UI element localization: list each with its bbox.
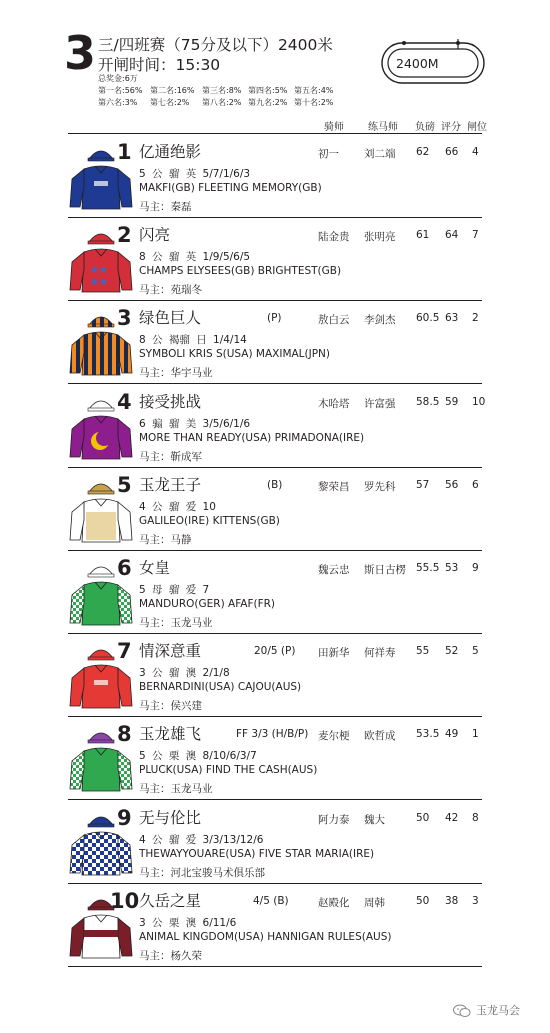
draw-value: 10 — [472, 395, 486, 408]
runner-number: 6 — [117, 556, 132, 580]
rating-value: 53 — [445, 562, 459, 574]
runner-entry — [0, 470, 550, 553]
runner-number: 3 — [117, 306, 132, 331]
race-start-time: 开闸时间：15:30 — [98, 56, 221, 74]
runner-entry — [0, 886, 550, 969]
jockey-name: 赵殿化 — [318, 896, 350, 909]
rating-value: 64 — [445, 229, 459, 242]
jockey-name: 田新华 — [318, 647, 350, 660]
weight-value: 60.5 — [416, 312, 440, 325]
horse-name: 无与伦比 — [139, 808, 202, 827]
rating-value: 66 — [445, 146, 459, 158]
weight-value: 53.5 — [416, 728, 440, 741]
svg-text:★★: ★★ — [90, 265, 108, 277]
svg-text:★★: ★★ — [90, 277, 108, 289]
horse-info: 5 母 骝 爱 7 — [139, 584, 210, 596]
track-distance-label: 2400M — [396, 56, 439, 71]
horse-info: 8 公 骝 英 1/9/5/6/5 — [139, 251, 251, 264]
runner-number: 8 — [117, 722, 132, 747]
trainer-name: 许富强 — [364, 397, 396, 410]
divider — [68, 383, 482, 384]
divider — [68, 300, 482, 301]
prize-breakdown-row1: 第一名:56% 第二名:16% 第三名:8% 第四名:5% 第五名:4% — [98, 86, 334, 95]
horse-info: 5 公 骝 英 5/7/1/6/3 — [139, 168, 251, 180]
horse-pedigree: CHAMPS ELYSEES(GB) BRIGHTEST(GB) — [139, 265, 342, 278]
race-title: 三/四班赛（75分及以下）2400米 — [98, 36, 333, 54]
horse-pedigree: SYMBOLI KRIS S(USA) MAXIMAL(JPN) — [139, 348, 331, 361]
horse-info: 4 公 骝 爱 3/3/13/12/6 — [139, 833, 264, 846]
column-header-trainer: 练马师 — [368, 122, 398, 133]
draw-value: 5 — [472, 645, 479, 658]
draw-value: 9 — [472, 562, 479, 574]
footer-watermark — [452, 1002, 520, 1018]
runner-entry — [0, 803, 550, 886]
divider — [68, 467, 482, 468]
prize-breakdown-row2: 第六名:3% 第七名:2% 第八名:2% 第九名:2% 第十名:2% — [98, 98, 334, 107]
weight-value: 58.5 — [416, 395, 440, 408]
horse-info: 3 公 栗 澳 6/11/6 — [139, 916, 237, 929]
horse-owner: 马主：秦磊 — [139, 201, 192, 213]
footer-account-name: 玉龙马会 — [476, 1004, 520, 1017]
jockey-name: 魏云忠 — [318, 564, 350, 576]
jockey-name: 初一 — [318, 148, 339, 160]
weight-value: 61 — [416, 229, 430, 242]
equipment-note: FF 3/3 (H/B/P) — [236, 728, 309, 741]
horse-owner: 马主：杨久荣 — [139, 949, 202, 962]
trainer-name: 周韩 — [364, 896, 385, 909]
horse-owner: 马主：河北宝骏马术俱乐部 — [139, 866, 265, 879]
prize-total: 总奖金:6万 — [98, 74, 138, 83]
horse-pedigree: MORE THAN READY(USA) PRIMADONA(IRE) — [139, 431, 365, 444]
column-header-weight: 负磅 — [415, 122, 435, 133]
runner-entry — [0, 303, 550, 386]
horse-info: 3 公 骝 澳 2/1/8 — [139, 667, 230, 680]
divider — [68, 883, 482, 884]
equipment-note: 20/5 (P) — [254, 645, 296, 658]
horse-owner: 马主：马静 — [139, 533, 192, 546]
draw-value: 4 — [472, 146, 479, 158]
horse-owner: 马主：侯兴建 — [139, 700, 202, 713]
jockey-name: 木哈塔 — [318, 397, 350, 410]
horse-name: 久岳之星 — [139, 891, 202, 910]
draw-value: 6 — [472, 478, 479, 491]
rating-value: 38 — [445, 894, 459, 907]
equipment-note: (B) — [267, 478, 283, 491]
jockey-name: 陆金贵 — [318, 231, 350, 244]
horse-name: 女皇 — [139, 559, 171, 577]
horse-pedigree: THEWAYYOUARE(USA) FIVE STAR MARIA(IRE) — [139, 847, 375, 860]
trainer-name: 张明亮 — [364, 231, 396, 244]
jockey-name: 阿力泰 — [318, 813, 350, 826]
column-header-rating: 评分 — [441, 122, 461, 133]
runner-number: 1 — [117, 140, 132, 164]
draw-value: 2 — [472, 312, 479, 325]
runner-entry — [0, 553, 550, 636]
runner-number: 9 — [117, 805, 132, 830]
horse-name: 绿色巨人 — [139, 309, 202, 328]
column-header-jockey: 骑师 — [324, 122, 344, 133]
divider — [68, 217, 482, 218]
divider — [68, 550, 482, 551]
weight-value: 55 — [416, 645, 430, 658]
runner-entry — [0, 137, 550, 220]
runner-entry — [0, 220, 550, 303]
horse-name: 亿通绝影 — [139, 143, 202, 161]
trainer-name: 刘二端 — [364, 148, 396, 160]
trainer-name: 罗先科 — [364, 480, 396, 493]
divider — [68, 716, 482, 717]
horse-pedigree: BERNARDINI(USA) CAJOU(AUS) — [139, 681, 302, 694]
rating-value: 59 — [445, 395, 459, 408]
horse-info: 6 骟 骝 美 3/5/6/1/6 — [139, 417, 251, 430]
trainer-name: 李剑杰 — [364, 314, 396, 327]
divider — [68, 966, 482, 967]
runner-entry — [0, 387, 550, 470]
horse-name: 玉龙雄飞 — [139, 725, 202, 744]
runner-number: 5 — [117, 472, 132, 497]
weight-value: 62 — [416, 146, 430, 158]
weight-value: 57 — [416, 478, 430, 491]
horse-pedigree: ANIMAL KINGDOM(USA) HANNIGAN RULES(AUS) — [139, 930, 392, 943]
rating-value: 63 — [445, 312, 459, 325]
horse-info: 8 公 褐骝 日 1/4/14 — [139, 334, 247, 347]
draw-value: 3 — [472, 894, 479, 907]
horse-pedigree: GALILEO(IRE) KITTENS(GB) — [139, 514, 280, 527]
equipment-note: (P) — [267, 312, 282, 325]
rating-value: 49 — [445, 728, 459, 741]
trainer-name: 何祥寿 — [364, 647, 396, 660]
runner-number: 10 — [110, 888, 140, 913]
jockey-name: 黎荣昌 — [318, 480, 350, 493]
runner-number: 2 — [117, 223, 132, 248]
weight-value: 50 — [416, 894, 430, 907]
horse-owner: 马主：玉龙马业 — [139, 783, 213, 796]
runner-number: 7 — [117, 639, 132, 664]
horse-pedigree: MAKFI(GB) FLEETING MEMORY(GB) — [139, 182, 322, 194]
horse-name: 接受挑战 — [139, 392, 202, 411]
weight-value: 50 — [416, 811, 430, 824]
jockey-name: 麦尔梗 — [318, 730, 350, 743]
trainer-name: 斯日古楞 — [364, 564, 406, 576]
wechat-icon — [452, 1004, 472, 1018]
divider — [68, 633, 482, 634]
horse-owner: 马主：玉龙马业 — [139, 617, 213, 629]
rating-value: 52 — [445, 645, 459, 658]
divider — [68, 133, 482, 134]
horse-owner: 马主：华宇马业 — [139, 367, 213, 380]
runner-number: 4 — [117, 389, 132, 414]
horse-name: 情深意重 — [139, 642, 202, 661]
trainer-name: 魏大 — [364, 813, 385, 826]
column-header-draw: 闸位 — [467, 122, 487, 133]
horse-info: 4 公 骝 爱 10 — [139, 500, 216, 513]
rating-value: 56 — [445, 478, 459, 491]
weight-value: 55.5 — [416, 562, 440, 574]
draw-value: 8 — [472, 811, 479, 824]
horse-name: 闪亮 — [139, 226, 171, 245]
trainer-name: 欧哲成 — [364, 730, 396, 743]
horse-pedigree: MANDURO(GER) AFAF(FR) — [139, 598, 276, 610]
horse-name: 玉龙王子 — [139, 475, 202, 494]
runner-entry — [0, 636, 550, 719]
horse-info: 5 公 栗 澳 8/10/6/3/7 — [139, 750, 257, 763]
race-number: 3 — [64, 26, 97, 80]
horse-pedigree: PLUCK(USA) FIND THE CASH(AUS) — [139, 764, 318, 777]
horse-owner: 马主：苑瑞冬 — [139, 284, 202, 297]
draw-value: 1 — [472, 728, 479, 741]
equipment-note: 4/5 (B) — [253, 894, 289, 907]
divider — [68, 799, 482, 800]
rating-value: 42 — [445, 811, 459, 824]
jockey-name: 敖白云 — [318, 314, 350, 327]
horse-owner: 马主：靳成军 — [139, 450, 202, 463]
runner-entry — [0, 719, 550, 802]
draw-value: 7 — [472, 229, 479, 242]
